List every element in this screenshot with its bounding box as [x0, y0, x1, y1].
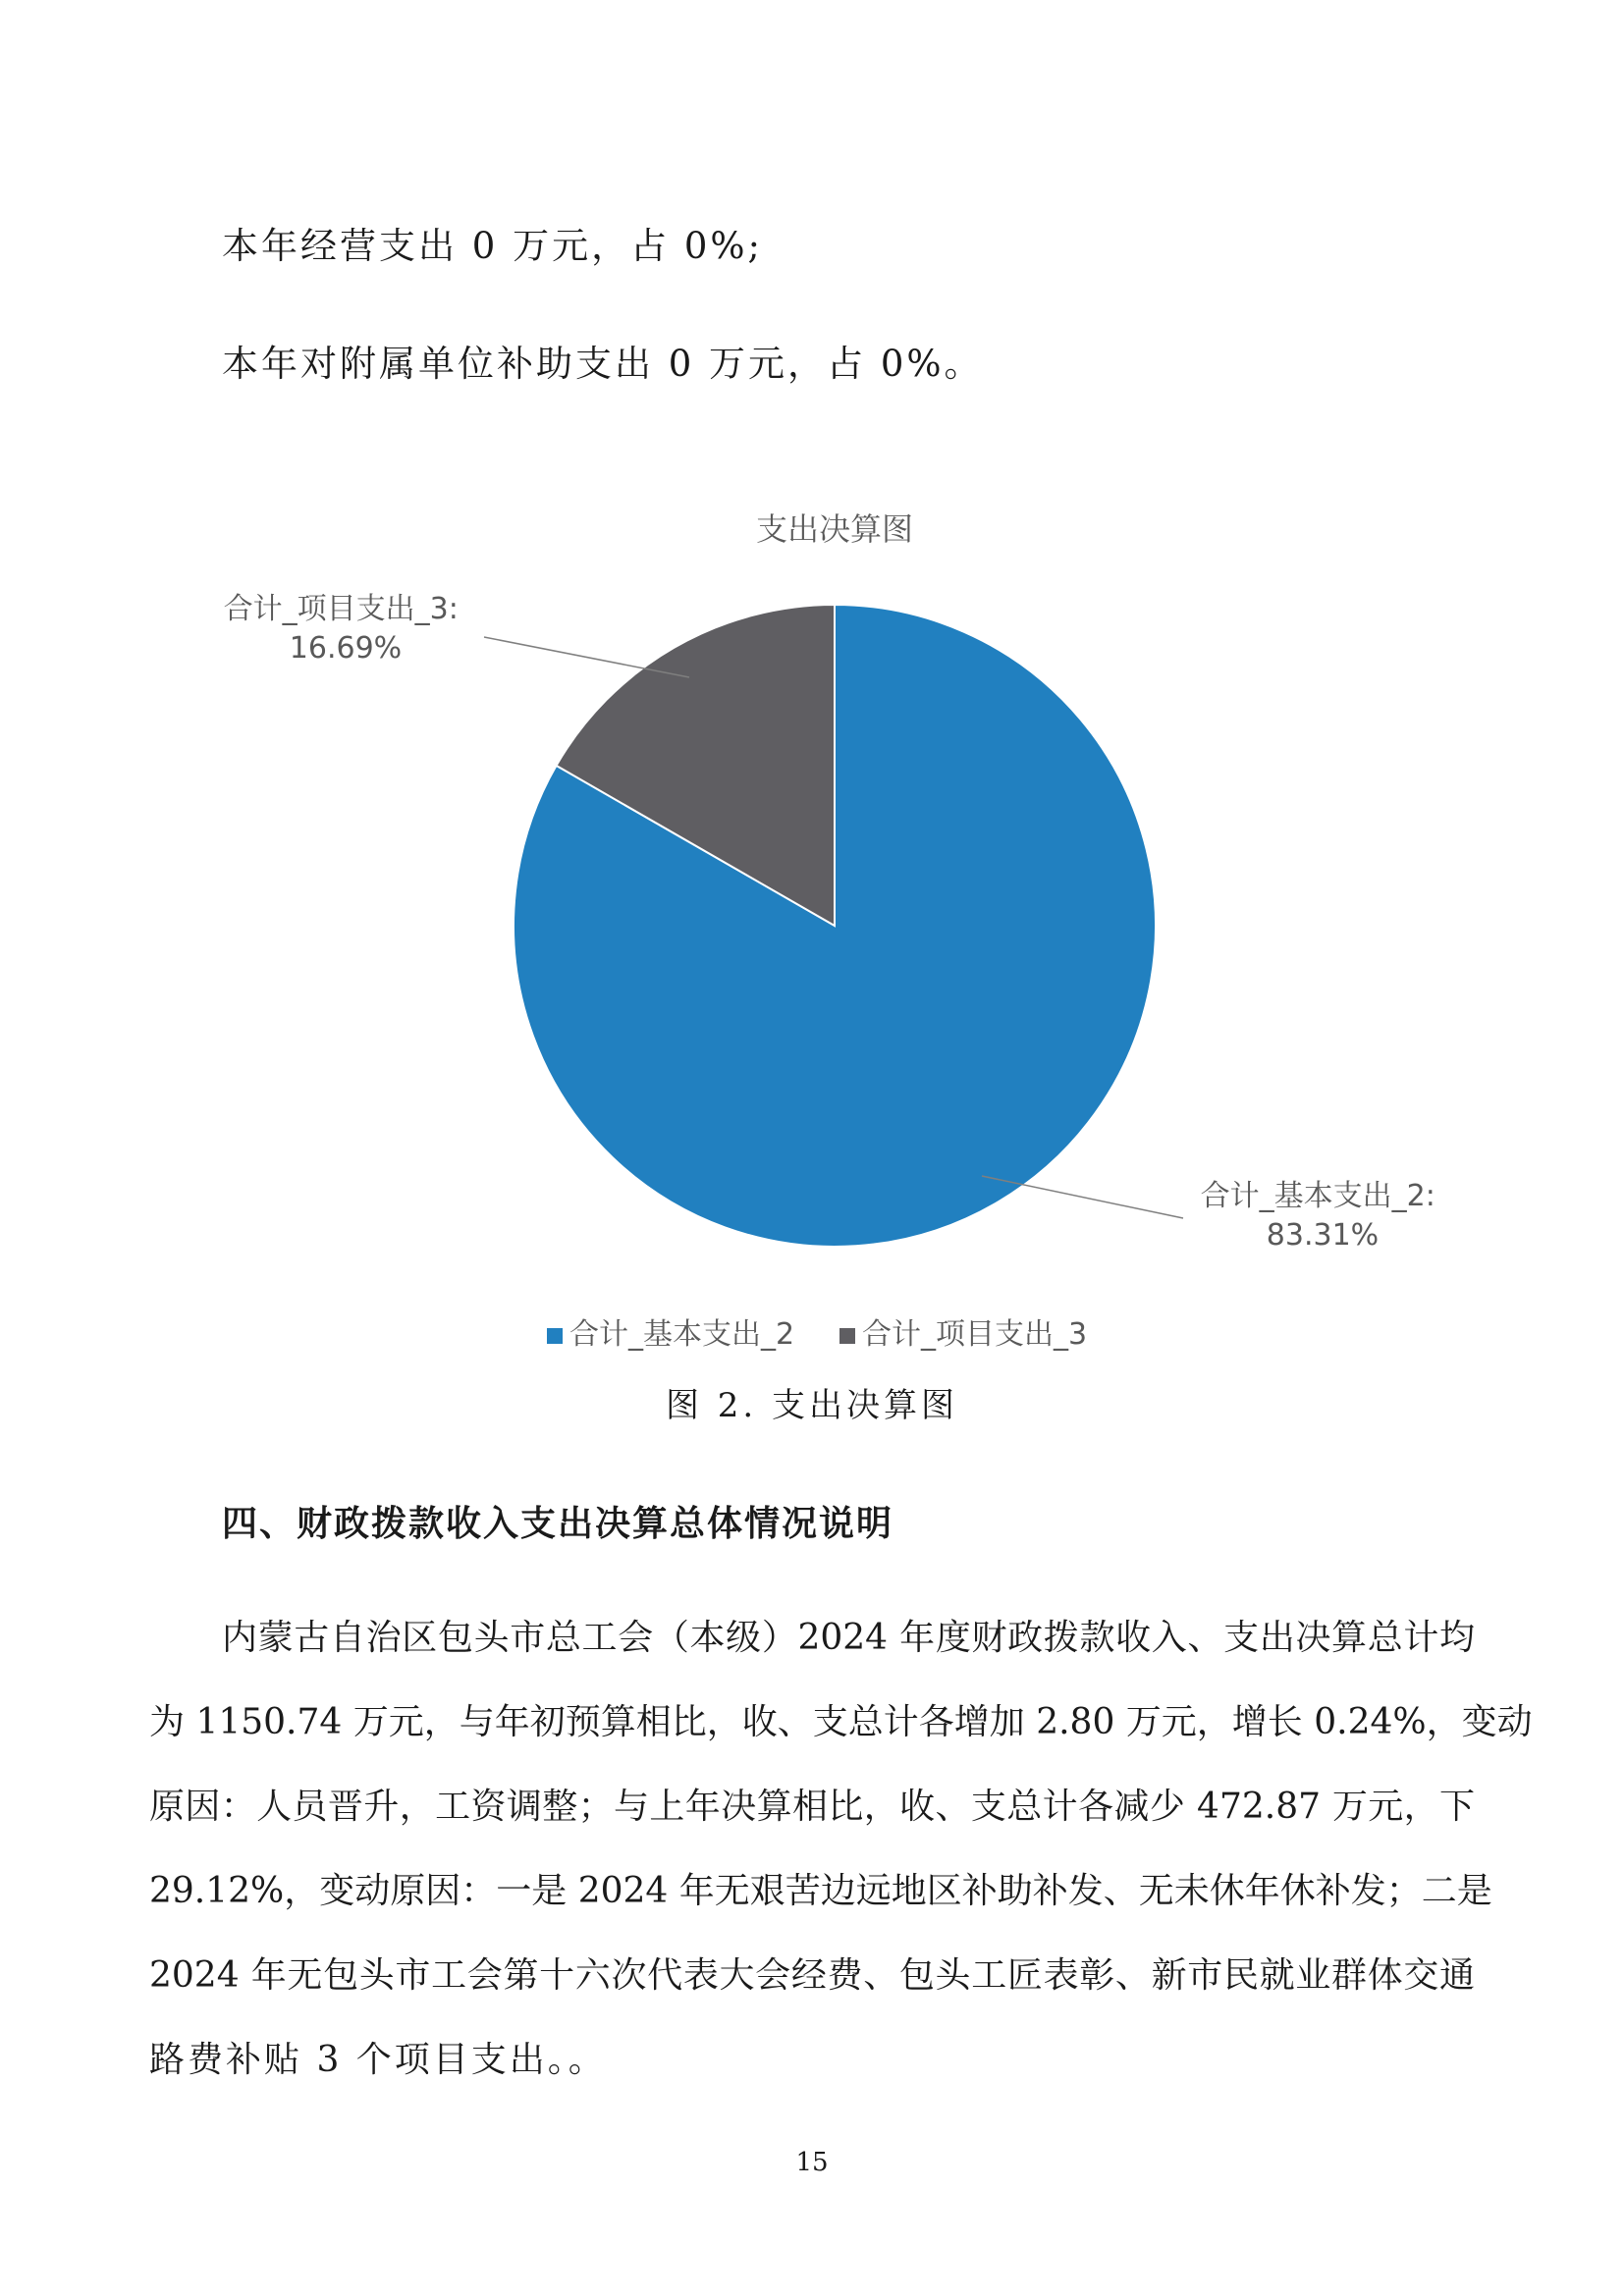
- data-label-basic: [1201, 1179, 1445, 1253]
- paragraph-subsidiary-subsidy: 本年对附属单位补助支出 0 万元，占 0%。: [222, 343, 984, 385]
- paragraph-operating-expense: 本年经营支出 0 万元，占 0%;: [222, 225, 763, 267]
- page-number: 15: [795, 2148, 829, 2177]
- body-line: 2024 年无包头市工会第十六次代表大会经费、包头工匠表彰、新市民就业群体交通: [149, 1955, 1475, 1996]
- leader-line-basic: [982, 1176, 1183, 1218]
- figure-caption: 图 2. 支出决算图: [665, 1386, 959, 1425]
- data-label-project-name: 合计_项目支出_3:: [223, 592, 459, 626]
- data-label-project-value: 16.69%: [289, 631, 403, 666]
- section-heading: 四、财政拨款收入支出决算总体情况说明: [222, 1504, 894, 1544]
- legend-swatch-basic: [547, 1328, 563, 1344]
- chart-title: 支出决算图: [755, 510, 914, 548]
- pie-slices: [514, 605, 1156, 1247]
- body-line: 内蒙古自治区包头市总工会（本级）2024 年度财政拨款收入、支出决算总计均: [222, 1618, 1475, 1658]
- data-label-basic-name: 合计_基本支出_2:: [1200, 1179, 1435, 1213]
- body-line: 路费补贴 3 个项目支出。。: [149, 2040, 607, 2080]
- body-line: 29.12%，变动原因：一是 2024 年无艰苦边远地区补助补发、无未休年休补发；二是: [149, 1871, 1492, 1911]
- data-label-project: [224, 592, 468, 666]
- legend-label-basic: 合计_基本支出_2: [569, 1317, 795, 1352]
- expense-pie-chart: [0, 491, 1624, 1374]
- data-label-basic-value: 83.31%: [1266, 1218, 1380, 1253]
- body-line: 为 1150.74 万元，与年初预算相比，收、支总计各增加 2.80 万元，增长 0.24%，变动: [149, 1702, 1533, 1742]
- body-line: 原因：人员晋升，工资调整；与上年决算相比，收、支总计各减少 472.87 万元，下: [149, 1787, 1475, 1827]
- legend-label-project: 合计_项目支出_3: [862, 1317, 1088, 1352]
- legend-swatch-project: [839, 1328, 855, 1344]
